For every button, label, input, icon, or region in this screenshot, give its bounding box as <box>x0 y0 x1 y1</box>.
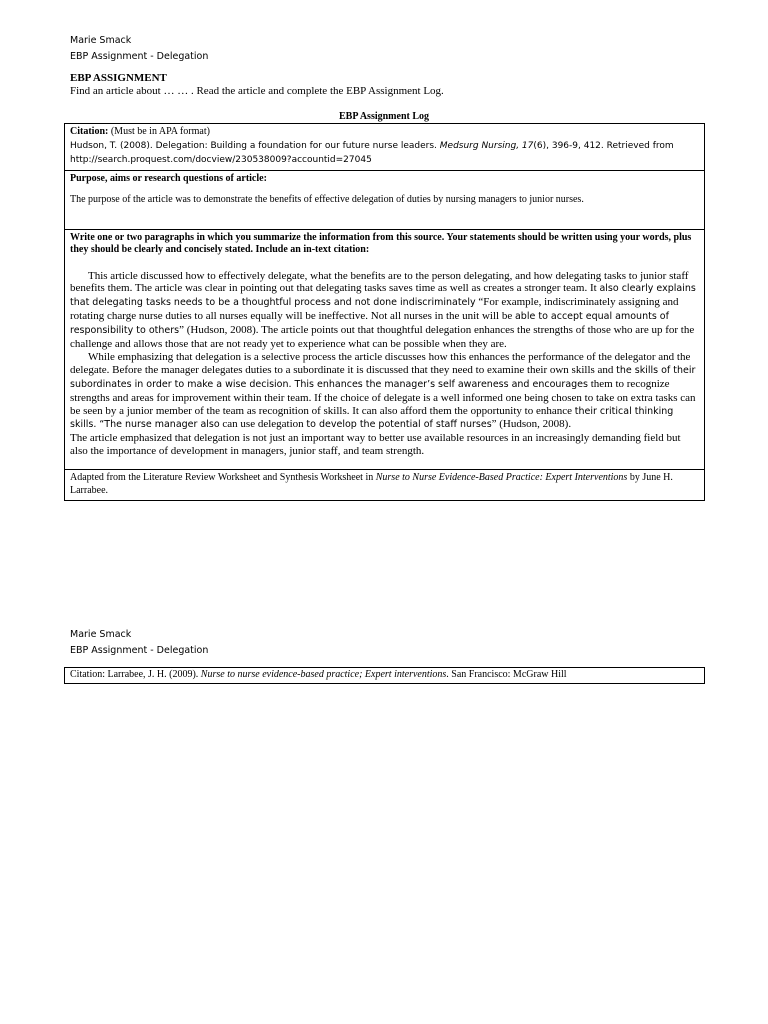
assignment-title: EBP ASSIGNMENT <box>70 72 167 84</box>
author-name-2: Marie Smack <box>70 629 132 640</box>
author-name: Marie Smack <box>70 35 132 46</box>
citation-cell <box>65 124 705 171</box>
summary-row <box>65 229 705 470</box>
citation-pages: (6), 396-9, 412. Retrieved from <box>533 140 674 151</box>
reference-citation-table <box>64 667 705 684</box>
assignment-instruction: Find an article about … … . Read the article and complete the EBP Assignment Log. <box>70 85 444 97</box>
assignment-subject: EBP Assignment - Delegation <box>70 51 209 62</box>
adapted-from-note: Adapted from the Literature Review Worksheet and Synthesis Worksheet in Nurse to Nurse Evidence-Based Practice: Expert Interventions by June H. Larrabee. <box>65 470 705 501</box>
purpose-cell <box>65 170 705 229</box>
reference-book-title: Nurse to nurse evidence-based practice; Expert interventions <box>200 669 447 680</box>
purpose-label: Purpose, aims or research questions of article: <box>70 172 267 184</box>
citation-text <box>70 139 699 167</box>
intro-section <box>70 72 444 98</box>
assignment-subject-2: EBP Assignment - Delegation <box>70 645 209 656</box>
summary-label: Write one or two paragraphs in which you summarize the information from this source. Your statements should be written using your words, plus they should be clearly and concisely stated. Include an in-text citation: <box>70 231 692 255</box>
summary-paragraph-3: The article emphasized that delegation is not just an important way to better use available resources in an increasingly demanding field but also the importance of development in managers, junior staff, and team strength. <box>70 432 681 458</box>
citation-journal: Medsurg Nursing, 17 <box>439 140 534 151</box>
page-header <box>70 33 208 65</box>
purpose-text: The purpose of the article was to demonstrate the benefits of effective delegation of duties by nursing managers to junior nurses. <box>70 194 584 205</box>
citation-row <box>65 124 705 171</box>
summary-paragraph-1: This article discussed how to effectively delegate, what the benefits are to the person delegating, and how delegating tasks to junior staff benefits them. The article was clear in pointing out that delegating tasks saves time as well as creates a stronger team. It also clearly explains that delegating tasks needs to be a thoughtful process and not done indiscriminately “For example, indiscriminately assigning and rotating charge nurse duties to all nurses equally will be ineffective. Not all nurses in the unit will be able to accept equal amounts of responsibility to others” (Hudson, 2008). The article points out that thoughtful delegation enhances the strengths of those who are up for the challenge and allows those that are not ready yet to experience what can be possible when they are. <box>70 269 696 351</box>
page-header-2 <box>70 627 208 659</box>
summary-body <box>70 270 699 459</box>
footer-row <box>65 470 705 501</box>
citation-label: Citation: <box>70 126 109 137</box>
purpose-row <box>65 170 705 229</box>
summary-paragraph-2: While emphasizing that delegation is a selective process the article discusses how this enhances the performance of the delegator and the delegate. Before the manager delegates duties to a subordinate it is discussed that they need to examine their own skills and the skills of their subordinates in order to make a wise decision. This enhances the manager’s self awareness and encourages them to recognize strengths and areas for improvement within their team. If the choice of delegate is a well informed one being chosen to take on extra tasks can be seen by a junior member of the team as recognition of skills. It can also afford them the opportunity to enhance their critical thinking skills. “The nurse manager also can use delegation to develop the potential of staff nurses” (Hudson, 2008). <box>70 350 696 431</box>
source-book-title: Nurse to Nurse Evidence-Based Practice: Expert Interventions <box>375 472 628 484</box>
reference-citation: Citation: Larrabee, J. H. (2009). Nurse to nurse evidence-based practice; Expert interventions. San Francisco: McGraw Hill <box>65 668 705 684</box>
citation-url: http://search.proquest.com/docview/230538009?accountid=27045 <box>70 154 372 165</box>
log-title: EBP Assignment Log <box>338 111 430 122</box>
summary-cell <box>65 229 705 470</box>
citation-note: (Must be in APA format) <box>108 126 210 137</box>
assignment-log-table <box>64 123 705 501</box>
citation-authors: Hudson, T. (2008). Delegation: Building a foundation for our future nurse leaders. <box>70 140 440 151</box>
